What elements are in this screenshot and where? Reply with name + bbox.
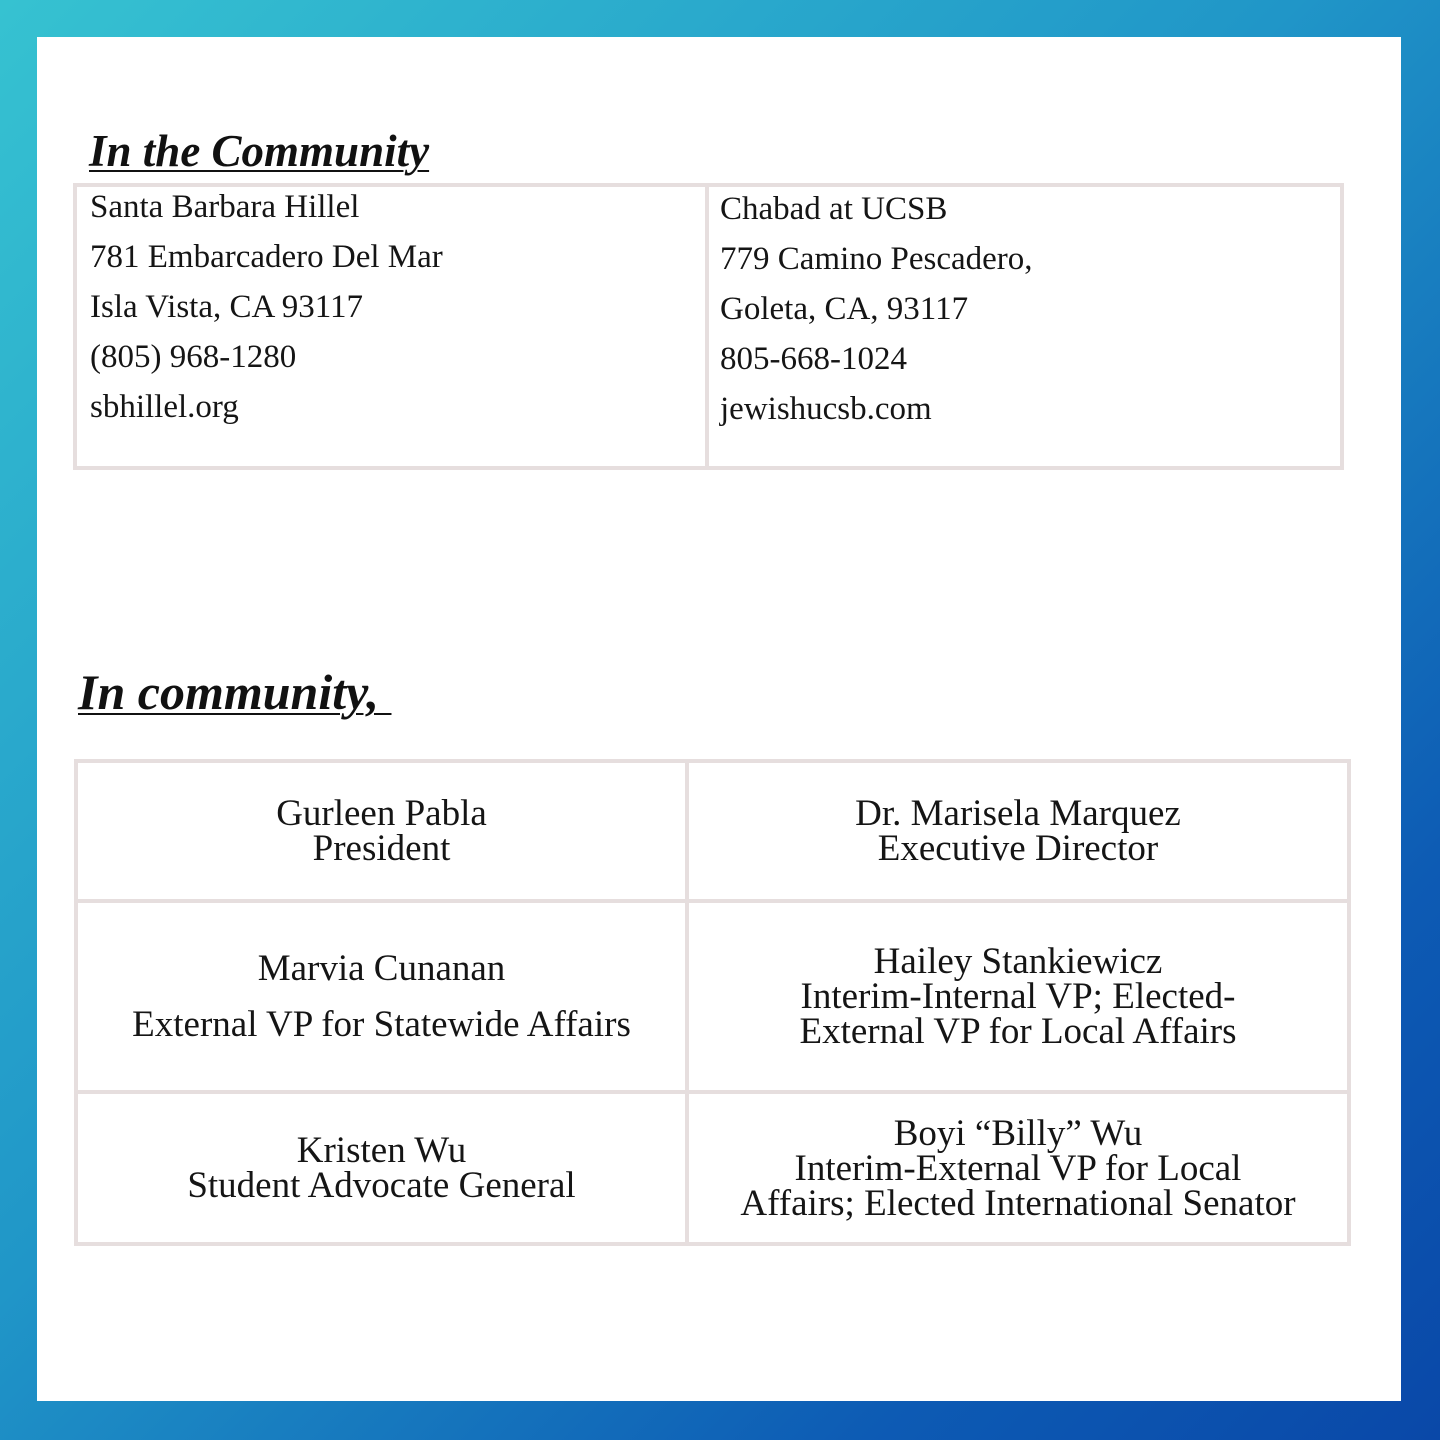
- officer-name: Gurleen Pabla: [276, 793, 487, 834]
- chabad-city: Goleta, CA, 93117: [720, 291, 969, 327]
- officer-title: External VP for Statewide Affairs: [132, 1003, 631, 1045]
- officer-title-line: Affairs; Elected International Senator: [740, 1182, 1296, 1224]
- chabad-website: jewishucsb.com: [720, 391, 932, 427]
- officer-title-line: Interim-External VP for Local: [794, 1147, 1242, 1189]
- officer-name: Hailey Stankiewicz: [873, 941, 1163, 982]
- officer-cell-internal-vp: [689, 903, 1347, 1090]
- officer-title: President: [312, 828, 451, 869]
- officer-name: Dr. Marisela Marquez: [855, 793, 1181, 834]
- community-heading: In the Community: [89, 126, 430, 176]
- officer-title: Student Advocate General: [187, 1165, 576, 1206]
- officer-title-line: Interim-Internal VP; Elected-: [800, 976, 1236, 1017]
- content-card: [37, 37, 1401, 1401]
- officer-cell-president: [78, 763, 685, 899]
- hillel-website: sbhillel.org: [90, 389, 239, 425]
- officer-cell-external-vp-local: [689, 1094, 1347, 1242]
- officer-name: Boyi “Billy” Wu: [893, 1112, 1143, 1154]
- chabad-street: 779 Camino Pescadero,: [720, 241, 1033, 277]
- officer-title: Executive Director: [877, 828, 1159, 869]
- hillel-phone: (805) 968-1280: [90, 339, 297, 375]
- hillel-street: 781 Embarcadero Del Mar: [90, 239, 443, 275]
- chabad-phone: 805-668-1024: [720, 341, 907, 377]
- officer-cell-student-advocate: [78, 1094, 685, 1242]
- chabad-address-block: [720, 184, 1033, 434]
- address-column-divider: [705, 187, 709, 466]
- officers-table: [74, 759, 1351, 1246]
- community-address-table: [73, 183, 1344, 470]
- officer-name: Marvia Cunanan: [257, 947, 506, 989]
- officer-title-line: External VP for Local Affairs: [799, 1011, 1237, 1052]
- officer-cell-executive-director: [689, 763, 1347, 899]
- officer-name: Kristen Wu: [296, 1130, 467, 1171]
- hillel-name: Santa Barbara Hillel: [90, 189, 360, 225]
- hillel-address-block: [90, 182, 443, 432]
- hillel-city: Isla Vista, CA 93117: [90, 289, 364, 325]
- officer-cell-statewide-affairs: [78, 903, 685, 1090]
- officers-heading: In community,: [78, 664, 392, 720]
- chabad-name: Chabad at UCSB: [720, 191, 948, 227]
